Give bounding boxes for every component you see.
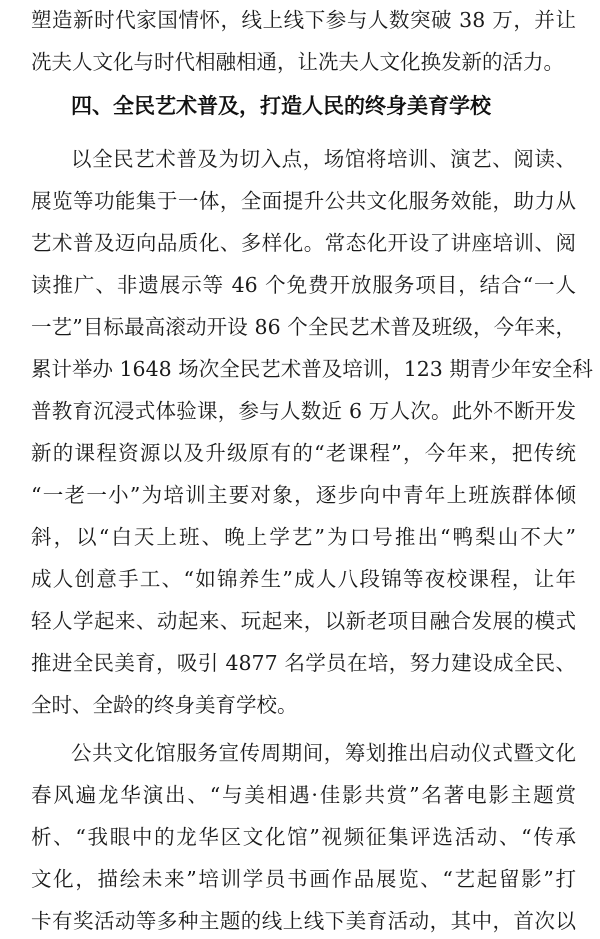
section-heading: 四、全民艺术普及，打造人民的终身美育学校 bbox=[71, 94, 491, 118]
paragraph-line: 新的课程资源以及升级原有的“老课程”，今年来，把传统 bbox=[31, 441, 576, 465]
paragraph-line: 春风遍龙华演出、“与美相遇·佳影共赏”名著电影主题赏 bbox=[31, 783, 576, 807]
paragraph-line: 普教育沉浸式体验课，参与人数近 6 万人次。此外不断开发 bbox=[31, 399, 576, 423]
paragraph-line: 冼夫人文化与时代相融相通，让冼夫人文化换发新的活力。 bbox=[31, 50, 564, 74]
paragraph-line: 文化，描绘未来”培训学员书画作品展览、“艺起留影”打 bbox=[31, 867, 576, 891]
paragraph-line: 成人创意手工、“如锦养生”成人八段锦等夜校课程，让年 bbox=[31, 567, 576, 591]
paragraph-line: 推进全民美育，吸引 4877 名学员在培，努力建设成全民、 bbox=[31, 651, 576, 675]
paragraph-line: 塑造新时代家国情怀，线上线下参与人数突破 38 万，并让 bbox=[31, 8, 576, 32]
paragraph-line: 轻人学起来、动起来、玩起来，以新老项目融合发展的模式 bbox=[31, 609, 576, 633]
paragraph-line: “一老一小”为培训主要对象，逐步向中青年上班族群体倾 bbox=[31, 483, 576, 507]
paragraph-line: 公共文化馆服务宣传周期间，筹划推出启动仪式暨文化 bbox=[71, 741, 576, 765]
paragraph-line: 展览等功能集于一体，全面提升公共文化服务效能，助力从 bbox=[31, 189, 576, 213]
paragraph-line: 艺术普及迈向品质化、多样化。常态化开设了讲座培训、阅 bbox=[31, 231, 576, 255]
paragraph-line: 一艺”目标最高滚动开设 86 个全民艺术普及班级，今年来， bbox=[31, 315, 576, 339]
paragraph-line: 以全民艺术普及为切入点，场馆将培训、演艺、阅读、 bbox=[71, 147, 576, 171]
paragraph-line: 卡有奖活动等多种主题的线上线下美育活动，其中，首次以 bbox=[31, 909, 576, 933]
paragraph-line: 全时、全龄的终身美育学校。 bbox=[31, 693, 298, 717]
paragraph-line: 析、“我眼中的龙华区文化馆”视频征集评选活动、“传承 bbox=[31, 825, 576, 849]
paragraph-line: 斜，以“白天上班、晚上学艺”为口号推出“鸭梨山不大” bbox=[31, 525, 576, 549]
paragraph-line: 读推广、非遗展示等 46 个免费开放服务项目，结合“一人 bbox=[31, 273, 576, 297]
paragraph-line: 累计举办 1648 场次全民艺术普及培训，123 期青少年安全科 bbox=[31, 357, 593, 381]
